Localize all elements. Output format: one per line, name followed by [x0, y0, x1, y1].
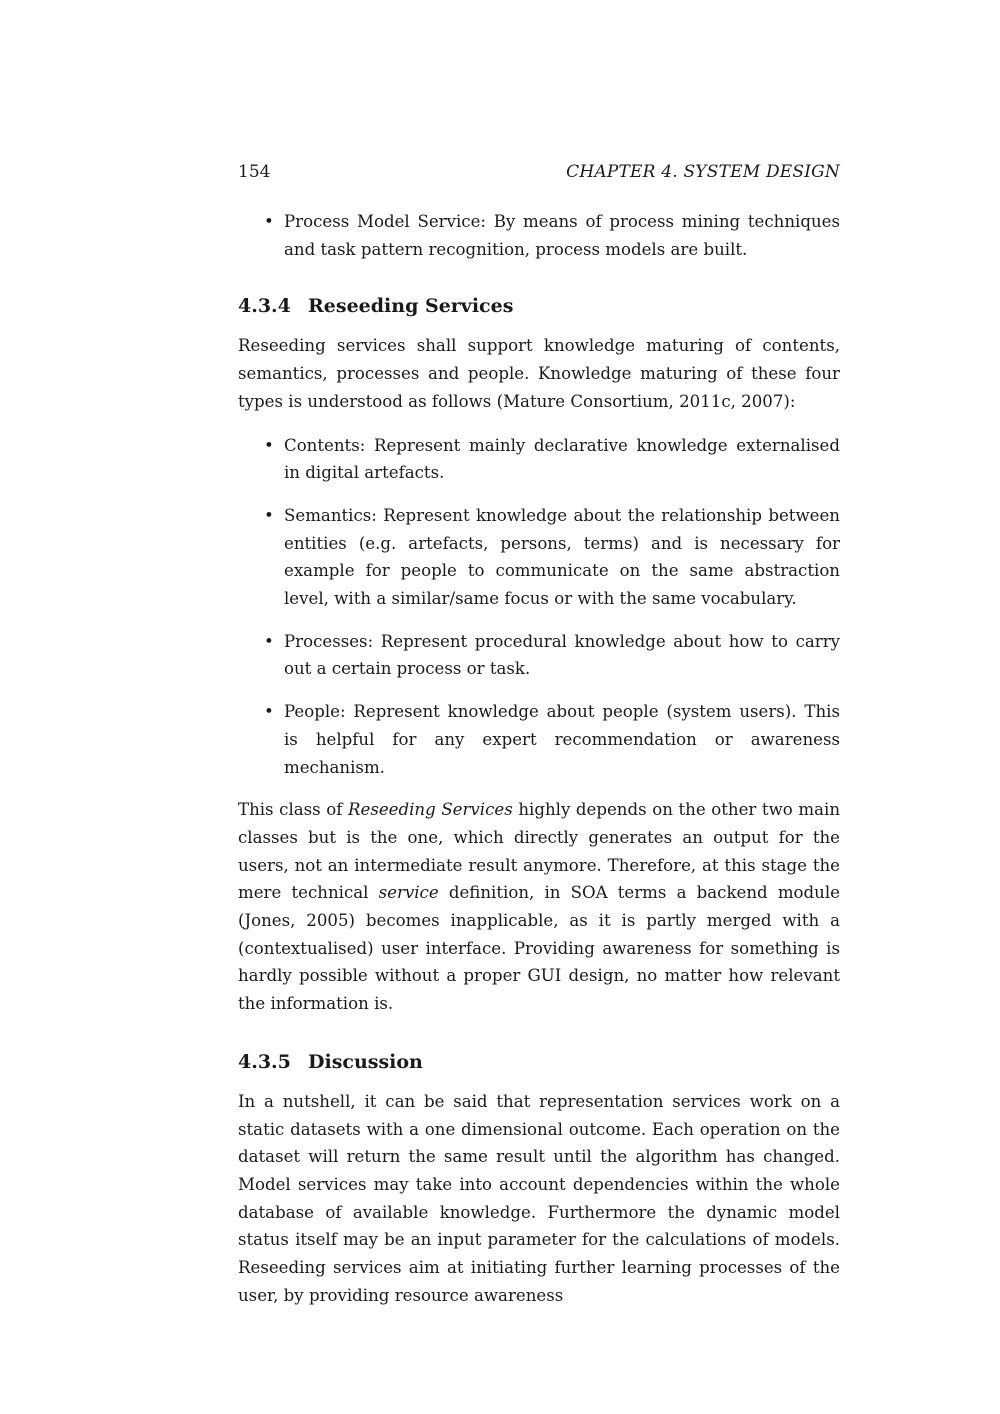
maturing-types-list — [238, 432, 840, 782]
section-intro-paragraph: Reseeding services shall support knowledge maturing of contents, semantics, processes and people. Knowledge maturing of these four types is understood as follows (Mature Consortium, 2011c, 2007): — [238, 336, 840, 411]
text-run: definition, in SOA terms a backend module (Jones, 2005) becomes inapplicable, as it is partly merged with a (contextualised) user interface. Providing awareness for something is hardly possible without a proper GUI design, no matter how relevant the information is. — [238, 883, 840, 1014]
emphasis-reseeding-services: Reseeding Services — [348, 800, 513, 820]
bullet-icon: • — [264, 702, 274, 722]
section-heading-4-3-4 — [238, 292, 840, 320]
list-item — [238, 208, 840, 263]
page-content — [238, 158, 840, 1310]
bullet-icon: • — [264, 435, 274, 455]
list-item-text: Contents: Represent mainly declarative knowledge externalised in digital artefacts. — [284, 435, 840, 483]
bullet-icon: • — [264, 631, 274, 651]
list-item — [238, 698, 840, 781]
running-header — [238, 158, 840, 186]
section-closing-paragraph — [238, 796, 840, 1018]
bullet-icon: • — [264, 505, 274, 525]
text-run: This class of — [238, 800, 349, 820]
section-number: 4.3.4 — [238, 295, 291, 318]
discussion-paragraph: In a nutshell, it can be said that representation services work on a static datasets with a one dimensional outcome. Each operation on the dataset will return the same result until the algorithm has changed. Model services may take into account dependencies within the whole database of available knowledge. Furthermore the dynamic model status itself may be an input parameter for the calculations of models. Reseeding services aim at initiating further learning processes of the user, by providing resource awareness — [238, 1091, 840, 1305]
list-item-text: People: Represent knowledge about people (system users). This is helpful for any expert recommendation or awareness mechanism. — [284, 702, 840, 777]
list-item — [238, 432, 840, 487]
list-item-text: Process Model Service: By means of process mining techniques and task pattern recognition, process models are built. — [284, 212, 840, 259]
list-item — [238, 628, 840, 683]
intro-bullet-list — [238, 208, 840, 263]
text-run: highly depends on the other two main classes but is the one, which directly generates an output for the users, not an intermediate result anymore. Therefore, at this stage the mere technical — [238, 800, 841, 903]
page-number: 154 — [238, 162, 271, 182]
section-heading-4-3-5 — [238, 1048, 840, 1076]
list-item-text: Semantics: Represent knowledge about the relationship between entities (e.g. artefacts, persons, terms) and is necessary for example for people to communicate on the same abstraction level, with a similar/same focus or with the same vocabulary. — [284, 505, 840, 609]
bullet-icon: • — [264, 212, 274, 231]
chapter-title: CHAPTER 4. SYSTEM DESIGN — [566, 162, 840, 182]
section-title: Discussion — [308, 1050, 423, 1073]
list-item — [238, 502, 840, 613]
section-title: Reseeding Services — [308, 295, 514, 318]
emphasis-service: service — [378, 883, 439, 903]
list-item-text: Processes: Represent procedural knowledge about how to carry out a certain process or task. — [284, 631, 840, 679]
section-number: 4.3.5 — [238, 1050, 291, 1073]
